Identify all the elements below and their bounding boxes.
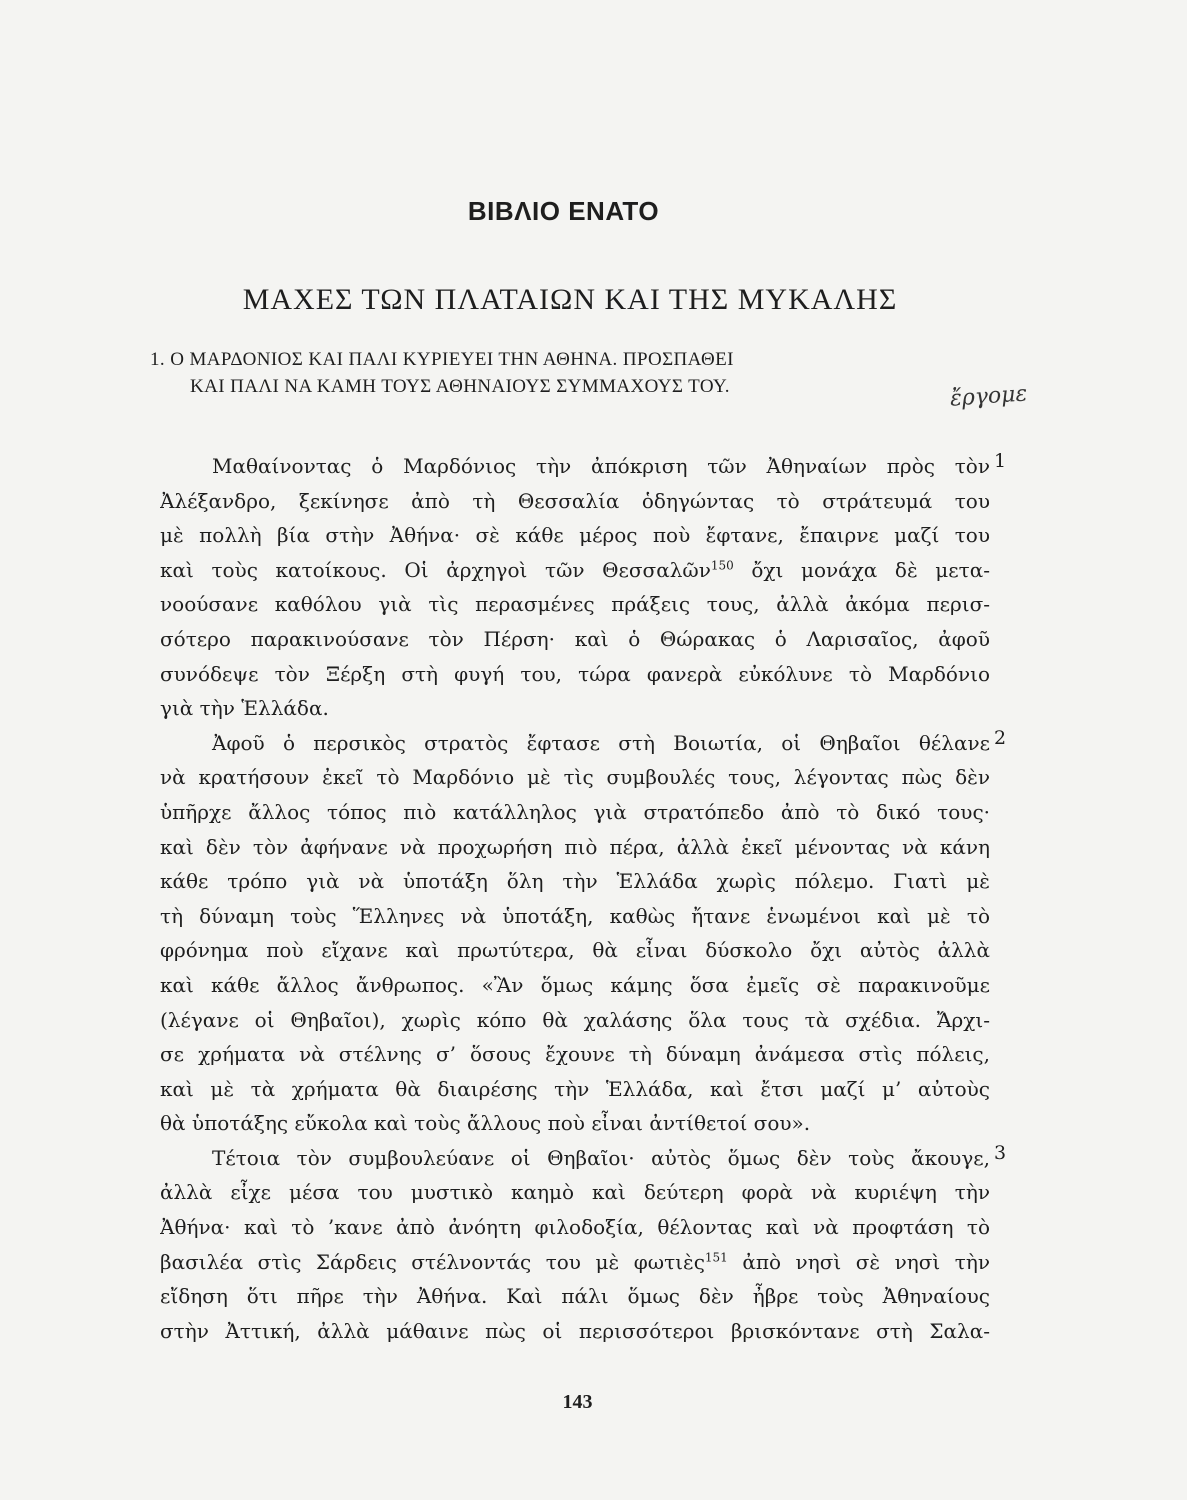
text-line: κάθε τρόπο γιὰ νὰ ὑποτάξη ὅλη τὴν Ἑλλάδα χωρὶς πόλεμο. Γιατὶ μὲ [160,869,990,894]
text-line: ἀλλὰ εἶχε μέσα του μυστικὸ καημὸ καὶ δεύτερη φορὰ νὰ κυριέψη τὴν [160,1180,990,1205]
text-line: εἴδηση ὅτι πῆρε τὴν Ἀθήνα. Καὶ πάλι ὅμως δὲν ἦβρε τοὺς Ἀθηναίους [160,1284,990,1309]
text-line: καὶ κάθε ἄλλος ἄνθρωπος. «Ἂν ὅμως κάμης ὅσα ἐμεῖς σὲ παρακινοῦμε [160,972,990,997]
text-fragment: ὄχι μονάχα δὲ μετα- [751,557,990,582]
text-fragment: καὶ τοὺς κατοίκους. Οἱ ἀρχηγοὶ τῶν Θεσσαλῶν [160,557,711,582]
text-line: σε χρήματα νὰ στέλνης σ’ ὅσους ἔχουνε τὴ δύναμη ἀνάμεσα στὶς πόλεις, [160,1042,990,1067]
text-line: ὑπῆρχε ἄλλος τόπος πιὸ κατάλληλος γιὰ στρατόπεδο ἀπὸ τὸ δικό τους· [160,799,990,824]
section-number: 1. [150,349,166,370]
text-line: τὴ δύναμη τοὺς Ἕλληνες νὰ ὑποτάξη, καθὼς ἤτανε ἑνωμένοι καὶ μὲ τὸ [160,903,990,928]
text-line: φρόνημα ποὺ εἴχανε καὶ πρωτύτερα, θὰ εἶναι δύσκολο ὄχι αὐτὸς ἀλλὰ [160,938,990,963]
page-number: 143 [562,1391,593,1413]
paragraph-number: 2 [994,727,1007,749]
text-line: συνόδεψε τὸν Ξέρξη στὴ φυγή του, τώρα φανερὰ εὐκόλυνε τὸ Μαρδόνιο [160,661,990,686]
footnote-marker: 150 [710,558,734,573]
text-line: νὰ κρατήσουν ἐκεῖ τὸ Μαρδόνιο μὲ τὶς συμβουλές τους, λέγοντας πὼς δὲν [160,765,990,790]
text-line: Ἀφοῦ ὁ περσικὸς στρατὸς ἔφτασε στὴ Βοιωτία, οἱ Θηβαῖοι θέλανε [212,730,990,755]
paragraph-number: 1 [994,450,1007,472]
text-line: Ἀθήνα· καὶ τὸ ’κανε ἀπὸ ἀνόητη φιλοδοξία, θέλοντας καὶ νὰ προφτάση τὸ [160,1215,990,1240]
text-line: μὲ πολλὴ βία στὴν Ἀθήνα· σὲ κάθε μέρος ποὺ ἔφτανε, ἔπαιρνε μαζί του [160,523,990,548]
text-line: καὶ μὲ τὰ χρήματα θὰ διαιρέσης τὴν Ἑλλάδα, καὶ ἔτσι μαζί μ’ αὐτοὺς [160,1076,990,1101]
section-heading-line1: Ο ΜΑΡΔΟΝΙΟΣ ΚΑΙ ΠΑΛΙ ΚΥΡΙΕΥΕΙ ΤΗΝ ΑΘΗΝΑ. ΠΡΟΣΠΑΘΕΙ [170,349,734,370]
body-text [160,449,990,1348]
text-line: Τέτοια τὸν συμβουλεύανε οἱ Θηβαῖοι· αὐτὸς ὅμως δὲν τοὺς ἄκουγε, [212,1145,990,1170]
book-title: ΒΙΒΛΙΟ ΕΝΑΤΟ [467,196,660,226]
section-heading-line2: ΚΑΙ ΠΑΛΙ ΝΑ ΚΑΜΗ ΤΟΥΣ ΑΘΗΝΑΙΟΥΣ ΣΥΜΜΑΧΟΥΣ ΤΟΥ. [190,376,730,397]
section-heading [150,346,990,400]
footnote-marker: 151 [704,1250,728,1264]
text-line: Ἀλέξανδρο, ξεκίνησε ἀπὸ τὴ Θεσσαλία ὁδηγώντας τὸ στράτευμά του [160,488,990,513]
paragraph-number: 3 [994,1142,1007,1164]
text-line: νοούσανε καθόλου γιὰ τὶς περασμένες πράξεις τους, ἀλλὰ ἀκόμα περισ- [160,592,990,617]
text-line: σότερο παρακινούσανε τὸν Πέρση· καὶ ὁ Θώρακας ὁ Λαρισαῖος, ἀφοῦ [160,626,990,651]
text-fragment: ἀπὸ νησὶ σὲ νησὶ τὴν [742,1249,990,1274]
text-line [160,1245,990,1280]
text-line: (λέγανε οἱ Θηβαῖοι), χωρὶς κόπο θὰ χαλάσης ὅλα τους τὰ σχέδια. Ἄρχι- [160,1007,990,1032]
chapter-title: ΜΑΧΕΣ ΤΩΝ ΠΛΑΤΑΙΩΝ ΚΑΙ ΤΗΣ ΜΥΚΑΛΗΣ [242,283,898,316]
text-line: γιὰ τὴν Ἑλλάδα. [160,696,329,721]
handwritten-annotation: ἔργομε [949,381,1029,412]
text-fragment: βασιλέα στὶς Σάρδεις στέλνοντάς του μὲ φωτιὲς [160,1249,705,1274]
text-line: Μαθαίνοντας ὁ Μαρδόνιος τὴν ἀπόκριση τῶν Ἀθηναίων πρὸς τὸν [212,454,990,478]
text-line [160,553,990,588]
text-line: στὴν Ἀττική, ἀλλὰ μάθαινε πὼς οἱ περισσότεροι βρισκόντανε στὴ Σαλα- [160,1318,990,1343]
text-line: καὶ δὲν τὸν ἀφήνανε νὰ προχωρήση πιὸ πέρα, ἀλλὰ ἐκεῖ μένοντας νὰ κάνη [160,834,990,859]
text-line: θὰ ὑποτάξης εὔκολα καὶ τοὺς ἄλλους ποὺ εἶναι ἀντίθετοί σου». [160,1111,811,1136]
